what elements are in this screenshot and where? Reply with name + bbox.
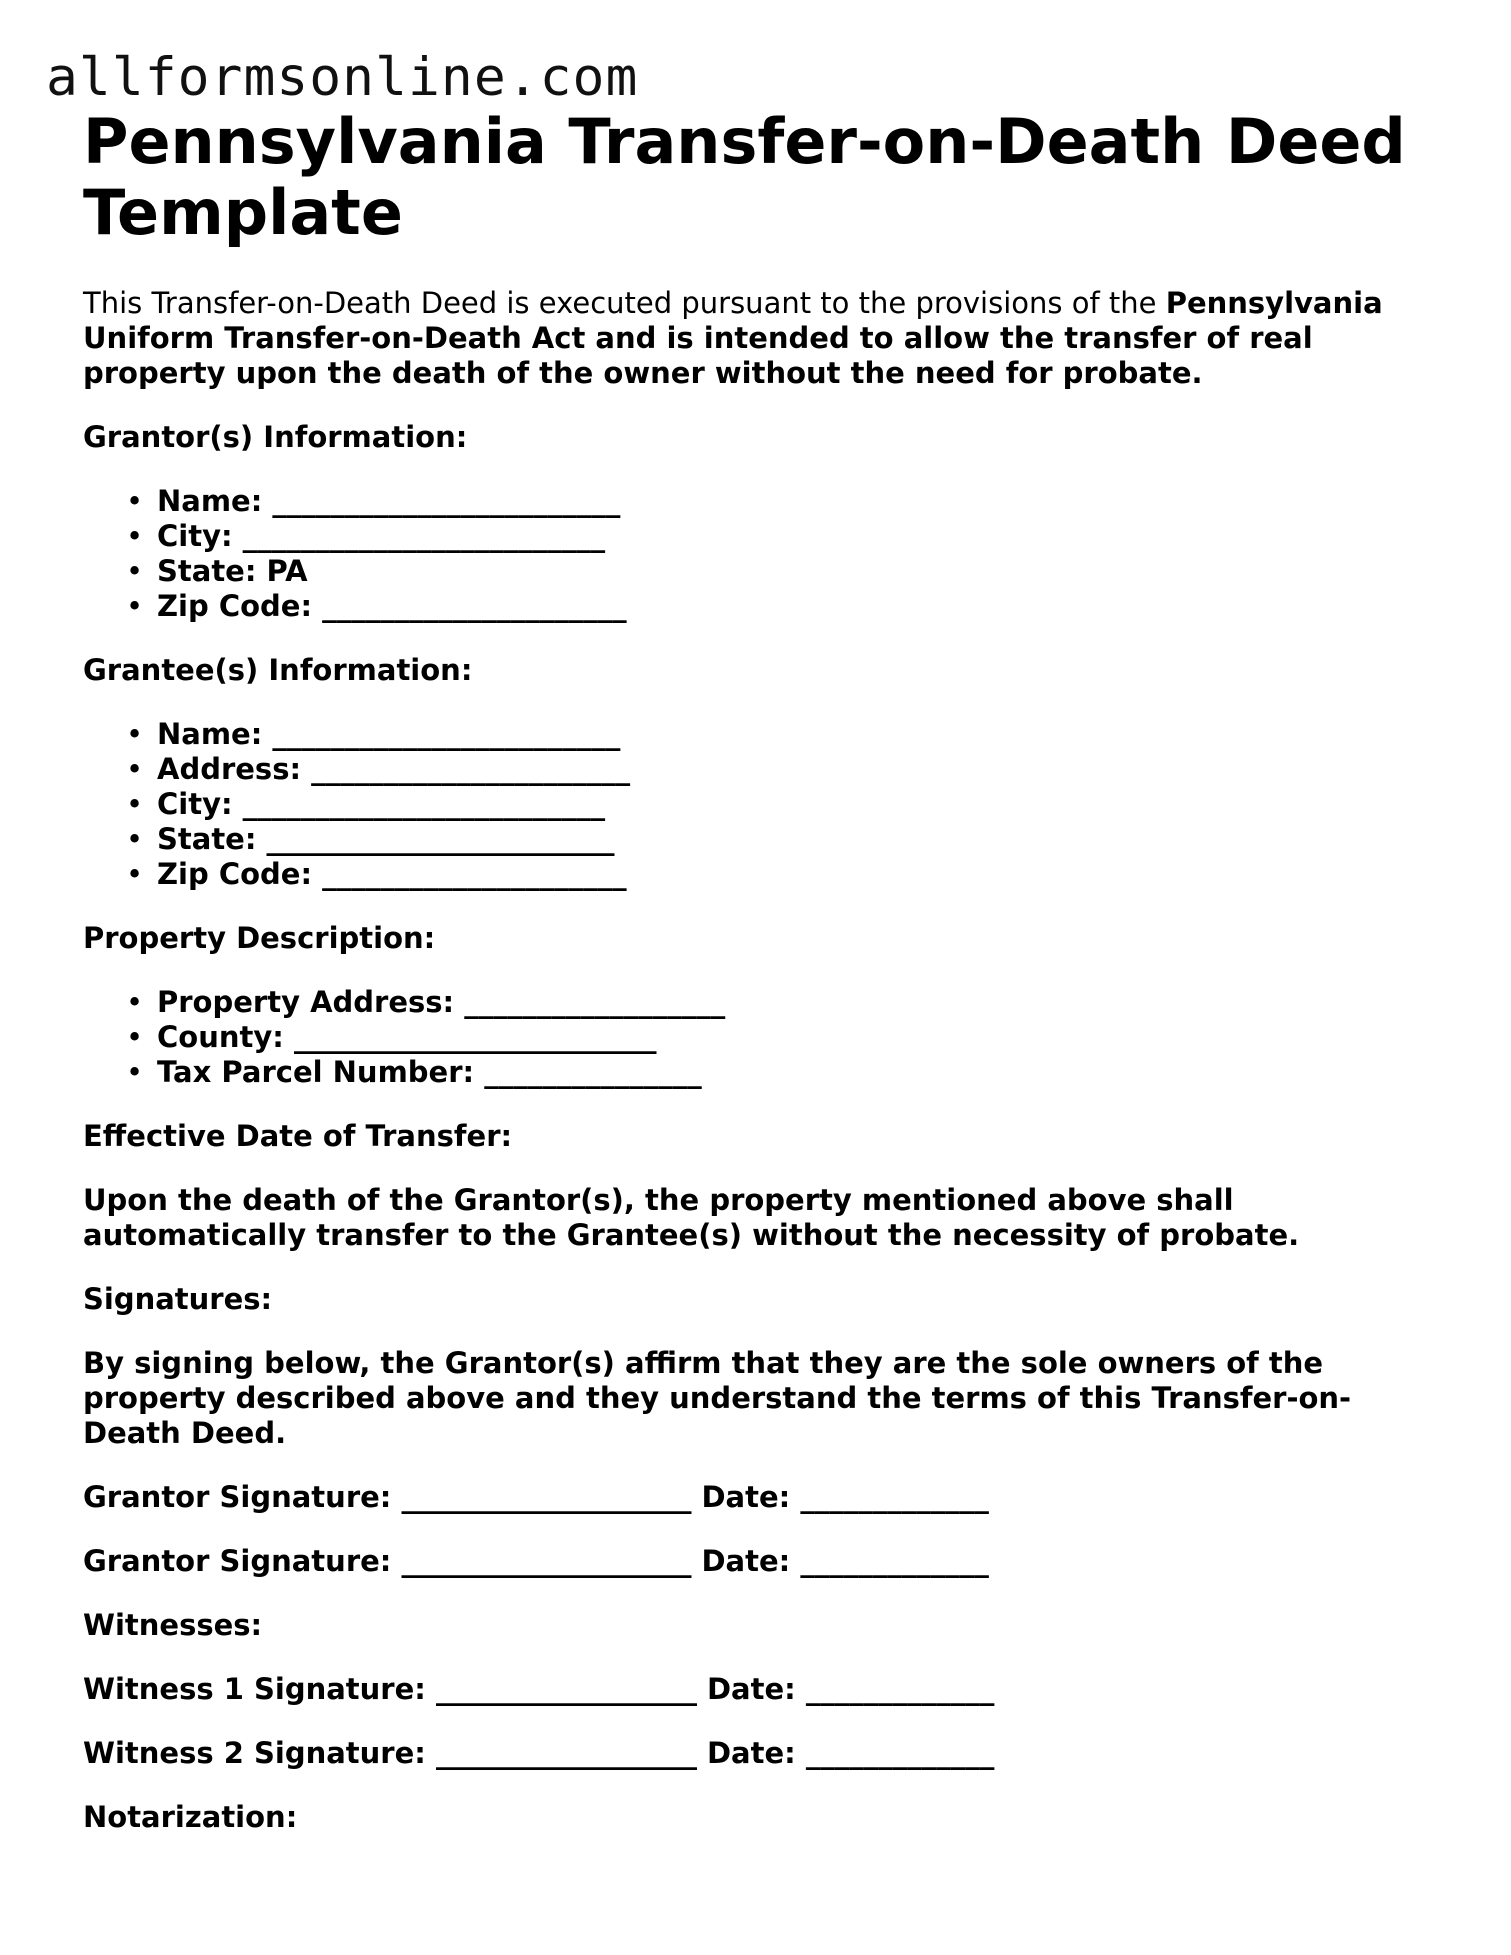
grantee-name-field[interactable]: • Name: ________________________ bbox=[126, 717, 1423, 752]
grantee-heading: Grantee(s) Information: bbox=[83, 653, 473, 687]
grantor-fields bbox=[83, 484, 1423, 624]
site-watermark: allformsonline.com bbox=[46, 47, 639, 108]
grantor-state-field: • State: PA bbox=[126, 554, 1423, 589]
witness-1-date-field[interactable]: Date: _____________ bbox=[706, 1672, 995, 1706]
witness-signature-line-2 bbox=[83, 1736, 1423, 1771]
page-title: Pennsylvania Transfer-on-Death Deed Template bbox=[83, 105, 1406, 249]
property-address-field[interactable]: • Property Address: __________________ bbox=[126, 985, 1423, 1020]
document-body bbox=[83, 286, 1423, 1864]
intro-paragraph bbox=[83, 286, 1423, 391]
grantee-zip-field[interactable]: • Zip Code: _____________________ bbox=[126, 857, 1423, 892]
intro-normal-text: This Transfer-on-Death Deed is executed pursuant to the provisions of the bbox=[83, 286, 1166, 320]
grantor-zip-field[interactable]: • Zip Code: _____________________ bbox=[126, 589, 1423, 624]
property-county-field[interactable]: • County: _________________________ bbox=[126, 1020, 1423, 1055]
witnesses-heading: Witnesses: bbox=[83, 1608, 263, 1642]
property-heading: Property Description: bbox=[83, 921, 436, 955]
witness-1-signature-field[interactable]: Witness 1 Signature: __________________ bbox=[83, 1672, 697, 1706]
grantee-state-field[interactable]: • State: ________________________ bbox=[126, 822, 1423, 857]
grantor-heading: Grantor(s) Information: bbox=[83, 420, 468, 454]
grantor-city-field[interactable]: • City: _________________________ bbox=[126, 519, 1423, 554]
grantor-signature-field[interactable]: Grantor Signature: ____________________ bbox=[83, 1544, 692, 1578]
grantee-fields bbox=[83, 717, 1423, 892]
signatures-heading: Signatures: bbox=[83, 1282, 273, 1316]
intro-bold-text: Pennsylvania Uniform Transfer-on-Death Act and is intended to allow the transfer of real property upon the death of the owner without the need for probate. bbox=[83, 286, 1383, 390]
grantor-signature-line-2 bbox=[83, 1544, 1423, 1579]
witness-2-date-field[interactable]: Date: _____________ bbox=[706, 1736, 995, 1770]
property-fields bbox=[83, 985, 1423, 1090]
witness-2-signature-field[interactable]: Witness 2 Signature: __________________ bbox=[83, 1736, 697, 1770]
grantor-signature-field[interactable]: Grantor Signature: ____________________ bbox=[83, 1480, 692, 1514]
grantor-date-field[interactable]: Date: _____________ bbox=[701, 1480, 989, 1514]
tax-parcel-number-field[interactable]: • Tax Parcel Number: _______________ bbox=[126, 1055, 1423, 1090]
grantor-signature-line-1 bbox=[83, 1480, 1423, 1515]
effective-date-heading: Effective Date of Transfer: bbox=[83, 1119, 513, 1153]
grantee-address-field[interactable]: • Address: ______________________ bbox=[126, 752, 1423, 787]
signatures-affirmation-text: By signing below, the Grantor(s) affirm that they are the sole owners of the property described above and they understand the terms of this Transfer-on-Death Deed. bbox=[83, 1346, 1352, 1450]
grantee-city-field[interactable]: • City: _________________________ bbox=[126, 787, 1423, 822]
grantor-name-field[interactable]: • Name: ________________________ bbox=[126, 484, 1423, 519]
grantor-date-field[interactable]: Date: _____________ bbox=[701, 1544, 989, 1578]
effective-date-text: Upon the death of the Grantor(s), the property mentioned above shall automatically transfer to the Grantee(s) without the necessity of probate. bbox=[83, 1183, 1300, 1252]
notarization-heading: Notarization: bbox=[83, 1800, 298, 1834]
witness-signature-line-1 bbox=[83, 1672, 1423, 1707]
